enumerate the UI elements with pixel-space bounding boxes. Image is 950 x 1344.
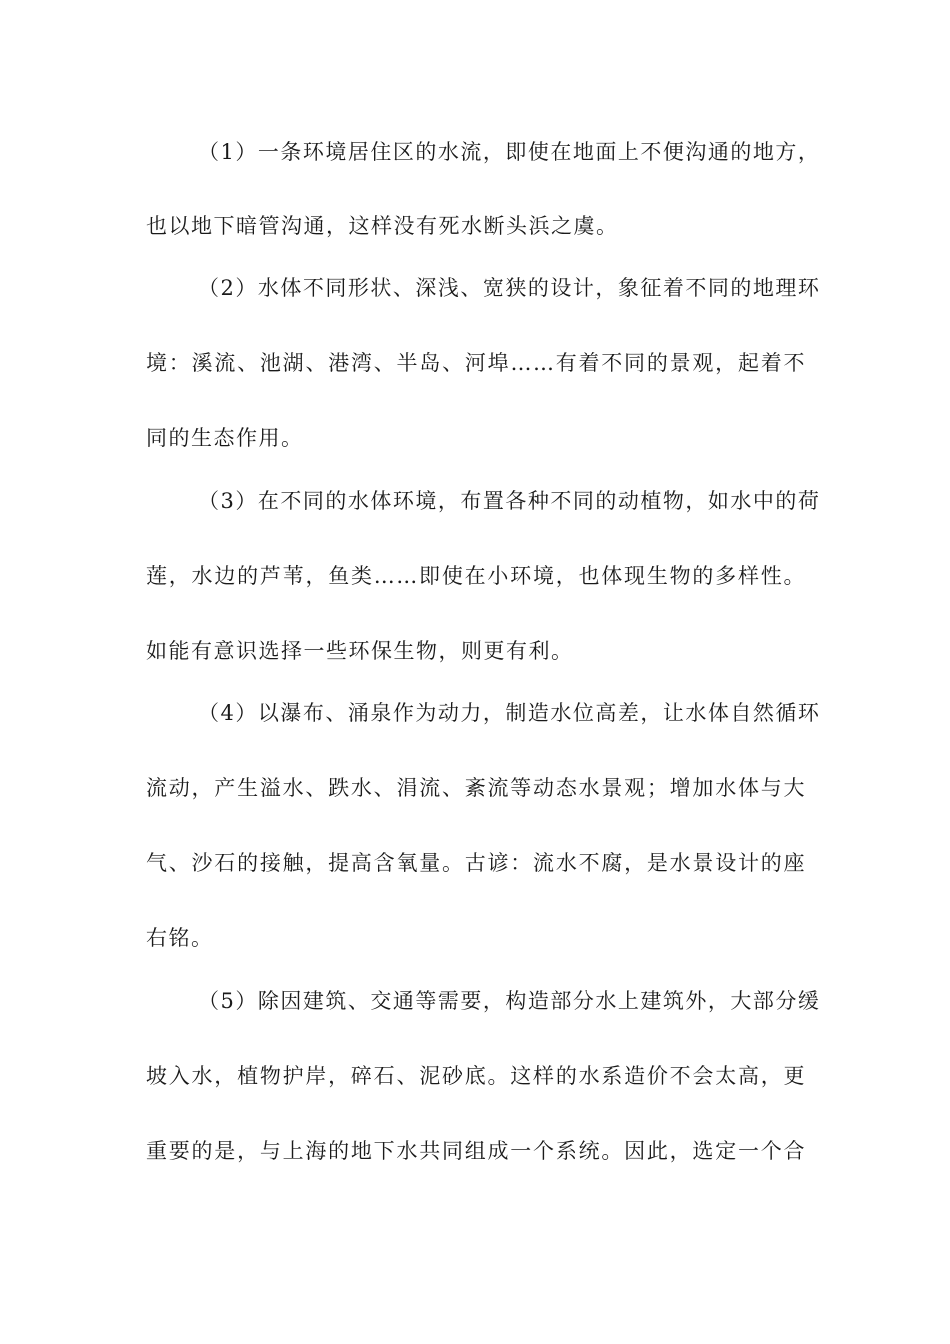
text-line: （4）以瀑布、涌泉作为动力，制造水位高差，让水体自然循环 xyxy=(198,701,821,725)
text-line: （2）水体不同形状、深浅、宽狭的设计，象征着不同的地理环 xyxy=(198,276,821,300)
text-line: 如能有意识选择一些环保生物，则更有利。 xyxy=(146,639,574,663)
text-line: 莲，水边的芦苇，鱼类……即使在小环境，也体现生物的多样性。 xyxy=(146,564,806,588)
text-line: 重要的是，与上海的地下水共同组成一个系统。因此，选定一个合 xyxy=(146,1139,806,1163)
text-line: （1）一条环境居住区的水流，即使在地面上不便沟通的地方， xyxy=(198,140,821,164)
text-line: （3）在不同的水体环境，布置各种不同的动植物，如水中的荷 xyxy=(198,489,821,513)
text-line: 流动，产生溢水、跌水、涓流、紊流等动态水景观；增加水体与大 xyxy=(146,776,806,800)
text-line: 也以地下暗管沟通，这样没有死水断头浜之虞。 xyxy=(146,214,619,238)
text-line: 气、沙石的接触，提高含氧量。古谚：流水不腐，是水景设计的座 xyxy=(146,851,806,875)
text-line: 同的生态作用。 xyxy=(146,426,304,450)
text-line: 坡入水，植物护岸，碎石、泥砂底。这样的水系造价不会太高，更 xyxy=(146,1064,806,1088)
text-line: 右铭。 xyxy=(146,926,214,950)
text-line: （5）除因建筑、交通等需要，构造部分水上建筑外，大部分缓 xyxy=(198,989,821,1013)
text-line: 境：溪流、池湖、港湾、半岛、河埠……有着不同的景观，起着不 xyxy=(146,351,806,375)
